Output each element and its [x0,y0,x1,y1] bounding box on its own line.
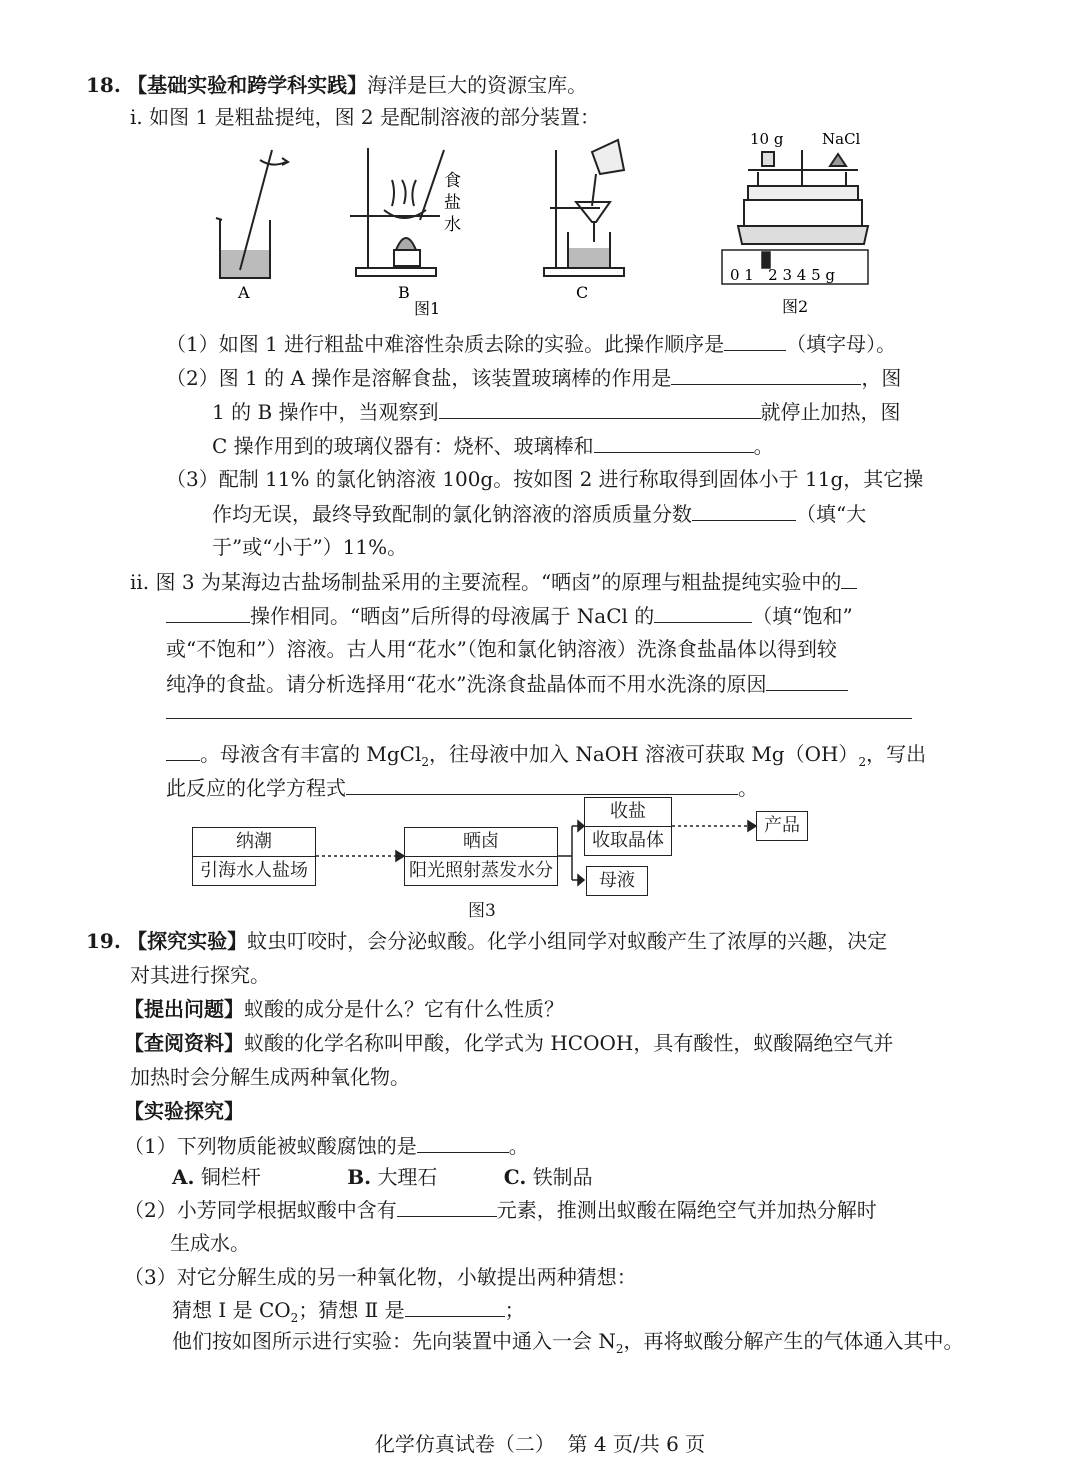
q18-part2-line3 [166,634,837,664]
q18-sub2-line2 [212,396,901,427]
answer-blank[interactable] [166,738,200,761]
answer-blank[interactable] [671,362,861,385]
fig1-label-c: C [576,283,589,302]
figure-1 [200,130,700,320]
fig3-caption: 图3 [468,901,496,921]
q19-sub3-line3 [172,1326,964,1364]
option-b-letter: B. [347,1165,372,1189]
answer-blank[interactable] [405,1294,505,1317]
q19-sub3-text-b: 猜想 Ⅰ 是 CO [172,1298,291,1322]
q18-sub3-text-a: （3）配制 11% 的氯化钠溶液 100g。按如图 2 进行称取得到固体小于 11g，其它操 [166,467,924,491]
q18-sub3-line1 [166,464,923,494]
q18-part1-intro [130,102,600,132]
balance-icon [738,150,868,244]
subscript: 2 [615,1342,624,1356]
q19-ref-text-a: 蚁酸的化学名称叫甲酸，化学式为 HCOOH，具有酸性，蚁酸隔绝空气并 [244,1031,894,1055]
q18-part2-text-j: 。 [738,776,758,800]
q19-options [172,1162,593,1192]
flow-arrows [180,790,820,900]
answer-blank[interactable] [841,566,857,589]
q18-sub2-text-e: C 操作用到的玻璃仪器有：烧杯、玻璃棒和 [212,434,594,458]
q19-ref-tag: 【查阅资料】 [124,1031,244,1055]
answer-blank[interactable] [439,396,761,419]
q19-header [86,926,887,956]
answer-blank[interactable] [397,1194,497,1217]
q18-sub2-text-d: 就停止加热，图 [760,400,901,424]
q19-ask-tag: 【提出问题】 [124,997,244,1021]
q19-sub2-text-b: 元素，推测出蚁酸在隔绝空气并加热分解时 [496,1198,877,1222]
q19-exp-tag [124,1096,244,1126]
fig1-label-b: B [398,283,410,302]
q18-sub2-text-f: 。 [753,434,774,458]
q18-sub2-text-c: 1 的 B 操作中，当观察到 [212,400,439,424]
salt-water-char-1: 食 [444,171,461,191]
q18-sub2-text-b: ，图 [861,366,902,390]
q18-part1-marker: ⅰ. [130,105,143,129]
q18-part1-intro-text: 如图 1 是粗盐提纯，图 2 是配制溶液的部分装置： [149,105,601,129]
option-c[interactable]: 铁制品 [532,1165,593,1189]
flow-box-collect-title: 收盐 [610,801,646,822]
nacl-label: NaCl [822,130,861,148]
option-c-letter: C. [503,1165,527,1189]
answer-blank-full-line[interactable] [166,718,912,719]
q19-sub1 [124,1130,529,1161]
salt-water-char-3: 水 [444,215,461,235]
figure-2 [718,126,878,321]
q19-intro-a: 蚊虫叮咬时，会分泌蚁酸。化学小组同学对蚁酸产生了浓厚的兴趣，决定 [247,929,888,953]
q18-part2-text-f: 。母液含有丰富的 MgCl [200,742,422,766]
apparatus-a-beaker [216,150,288,278]
q19-sub3-text-f: ，再将蚁酸分解产生的气体通入其中。 [623,1329,964,1353]
q18-part2-text-g: ，往母液中加入 NaOH 溶液可获取 Mg（OH） [428,742,859,766]
answer-blank[interactable] [417,1130,509,1153]
option-a-letter: A. [172,1165,195,1189]
ruler-scale-text: 0 1 2 3 4 5 g [730,266,836,284]
q18-sub2-line3 [212,430,774,461]
salt-water-char-2: 盐 [444,193,461,213]
q19-ref-text-b: 加热时会分解生成两种氧化物。 [130,1065,410,1089]
q18-part2-text-i: 此反应的化学方程式 [166,776,346,800]
apparatus-b-evaporation [350,148,444,276]
q19-sub2-text-a: （2）小芳同学根据蚁酸中含有 [124,1198,397,1222]
q18-sub1 [166,328,896,359]
fig2-caption: 图2 [782,297,809,316]
q18-part2-text-e: 纯净的食盐。请分析选择用“花水”洗涤食盐晶体而不用水洗涤的原因 [166,672,767,696]
flow-box-intake-title: 纳潮 [236,831,272,852]
subscript: 2 [421,755,429,769]
q18-tag: 【基础实验和跨学科实践】 [127,73,368,97]
q18-part2-marker: ⅱ. [130,570,150,594]
q19-intro-b: 对其进行探究。 [130,963,270,987]
q18-part2-text-a: 图 3 为某海边古盐场制盐采用的主要流程。“晒卤”的原理与粗盐提纯实验中的 [155,570,842,594]
q19-sub1-tail: 。 [508,1134,529,1158]
answer-blank[interactable] [724,328,786,351]
fig1-label-a: A [238,283,250,302]
flow-box-evaporate-title: 晒卤 [463,831,499,852]
option-b[interactable]: 大理石 [377,1165,438,1189]
q18-header [86,70,587,100]
flow-box-product-label: 产品 [764,815,800,836]
answer-blank[interactable] [594,430,754,453]
q18-sub3-text-c: （填“大 [796,502,867,526]
page-footer: 化学仿真试卷（二） 第 4 页/共 6 页 [374,1432,706,1456]
q18-intro: 海洋是巨大的资源宝库。 [367,73,588,97]
q18-part2-line2 [166,600,853,631]
q18-sub3-text-d: 于”或“小于”）11%。 [212,535,408,559]
q19-number: 19. [86,929,121,953]
q19-sub2-text-c: 生成水。 [170,1231,250,1255]
q19-ask-text: 蚁酸的成分是什么？它有什么性质？ [244,997,564,1021]
q18-sub2-text-a: （2）图 1 的 A 操作是溶解食盐，该装置玻璃棒的作用是 [166,366,672,390]
q18-sub3-text-b: 作均无误，最终导致配制的氯化钠溶液的溶质质量分数 [212,502,692,526]
q18-part2-text-d: 或“不饱和”）溶液。古人用“花水”（饱和氯化钠溶液）洗涤食盐晶体以得到较 [166,637,837,661]
flow-box-collect-detail: 收取晶体 [585,826,671,855]
q18-part2-text-b: 操作相同。“晒卤”后所得的母液属于 NaCl 的 [250,604,655,628]
q18-part2-text-c: （填“饱和” [752,604,853,628]
q18-part2-line1 [130,566,857,597]
q19-sub1-text: （1）下列物质能被蚁酸腐蚀的是 [124,1134,417,1158]
answer-blank[interactable] [692,498,796,521]
q19-exp-tag-text: 【实验探究】 [124,1099,244,1123]
q19-sub3-line1 [124,1262,637,1292]
option-a[interactable]: 铜栏杆 [200,1165,261,1189]
flow-box-evaporate-detail: 阳光照射蒸发水分 [405,856,557,885]
q19-ask [124,994,564,1024]
q18-part2-text-h: ，写出 [866,742,927,766]
answer-blank[interactable] [654,600,752,623]
q18-sub1-text: （1）如图 1 进行粗盐中难溶性杂质去除的实验。此操作顺序是 [166,332,725,356]
q18-part2-line4 [166,668,848,699]
q18-sub3-line2 [212,498,866,529]
flow-box-intake-detail: 引海水人盐场 [193,856,315,885]
q19-ref-line2 [130,1062,410,1092]
q19-ref-line1 [124,1028,893,1058]
q19-sub3-text-a: （3）对它分解生成的另一种氧化物，小敏提出两种猜想： [124,1265,637,1289]
fig1-caption: 图1 [414,299,441,318]
q19-sub3-text-c: ；猜想 Ⅱ 是 [298,1298,405,1322]
q19-sub2-line2 [170,1228,250,1258]
weight-label: 10 g [750,130,784,148]
q18-sub3-line3 [212,532,407,562]
q19-intro-line2 [130,960,270,990]
q19-sub2-line1 [124,1194,877,1225]
q19-sub3-text-e: 他们按如图所示进行实验：先向装置中通入一会 N [172,1329,616,1353]
q19-sub3-text-d: ； [504,1298,525,1322]
q18-sub2-line1 [166,362,901,393]
q19-tag: 【探究实验】 [127,929,248,953]
q18-sub1-tail: （填字母）。 [786,332,897,356]
flow-box-mother-liquor-label: 母液 [599,870,635,891]
q18-number: 18. [86,73,121,97]
answer-blank[interactable] [166,600,250,623]
subscript: 2 [858,755,867,769]
apparatus-c-filtration [544,140,624,276]
subscript: 2 [290,1311,299,1325]
answer-blank[interactable] [766,668,848,691]
